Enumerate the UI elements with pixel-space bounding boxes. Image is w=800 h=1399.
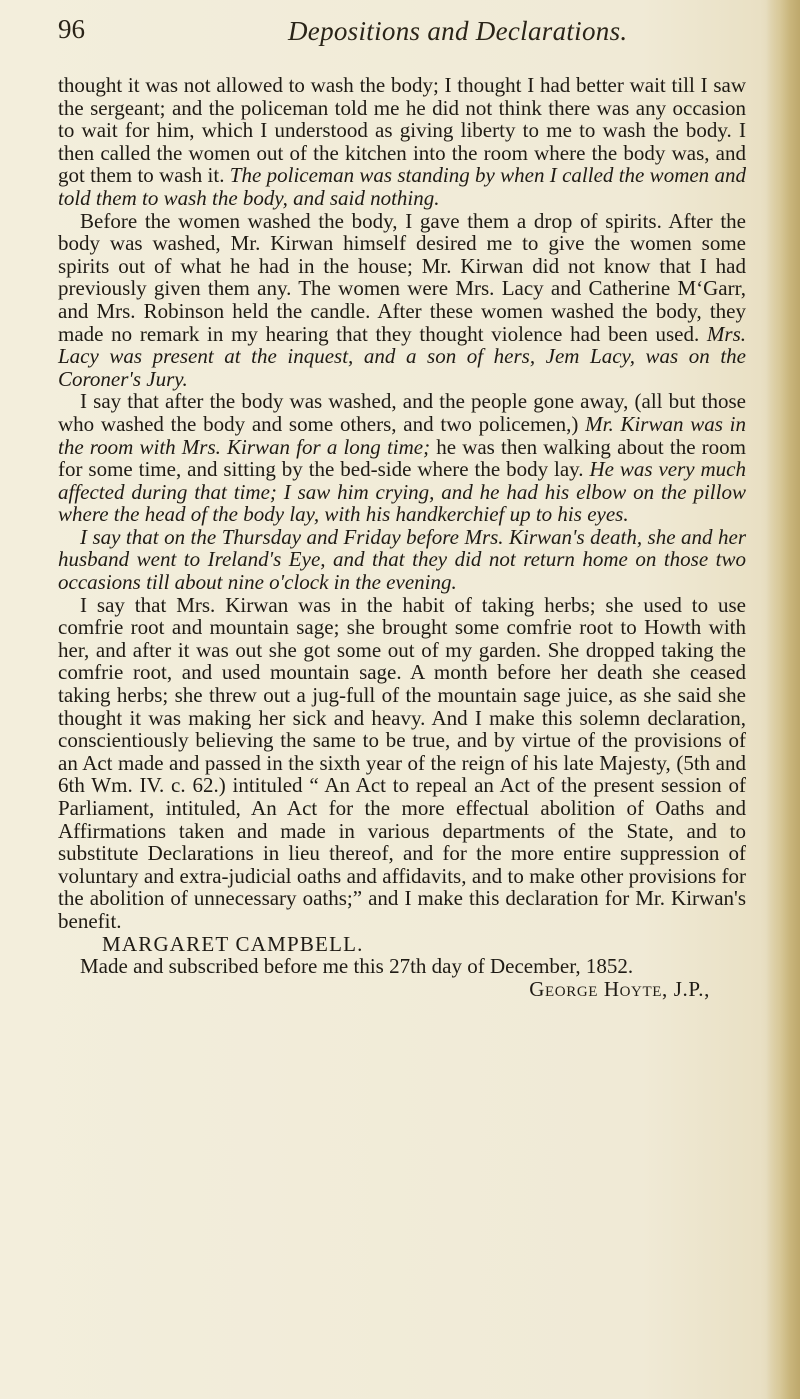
text-run: thought it was not allowed to wash the body; I thought I had better wait till I saw the sergeant; and the policeman told me he did not think there was any occasion to wait for him, which I understood as giving liberty to me to wash the body. I then called the women out of the kitchen into the room where the body was, and got them to wash it. xyxy=(58,73,746,188)
text-run: I say that Mrs. Kirwan was in the habit of taking herbs; she used to use comfrie root and mountain sage; she brought some comfrie root to Howth with her, and after it was out she got some out of my garden. She dropped taking the comfrie root, and used mountain sage. A month before her death she ceased taking herbs; she threw out a jug-full of the mountain sage juice, as she said she thought it was making her sick and heavy. And I make this solemn declaration, conscientiously believing the same to be true, and by virtue of the provisions of an Act made and passed in the sixth year of the reign of his late Majesty, (5th and 6th Wm. IV. c. 62.) intituled “ An Act to repeal an Act of the present session of Parliament, intituled, An Act for the more effectual abolition of Oaths and Affirmations taken and made in various departments of the State, and to substitute Declarations in lieu thereof, and for the more entire suppression of voluntary and extra-judicial oaths and affidavits, and to make other provisions for the abolition of unnecessary oaths;” and I make this declaration for Mr. Kirwan's benefit. xyxy=(58,592,746,933)
paragraph xyxy=(58,74,746,210)
subscription-line: Made and subscribed before me this 27th day of December, 1852. xyxy=(80,954,634,979)
text-run: he was then walking about the room for some time, and sitting by the bed-side where the body lay. xyxy=(58,434,746,482)
text-run: I say that after the body was washed, and the people gone away, (all but those who washed the body and some others, and two policemen,) xyxy=(58,389,746,436)
paragraphs xyxy=(58,74,746,933)
italic-run: I say that on the Thursday and Friday before Mrs. Kirwan's death, she and her husband went to Ireland's Eye, and that they did not return home on those two occasions till about nine o'clock in the evening. xyxy=(58,524,746,595)
paragraph xyxy=(58,210,746,391)
text-run: Before the women washed the body, I gave them a drop of spirits. After the body was washed, Mr. Kirwan himself desired me to give the women some spirits out of what he had in the house; Mr. Kirwan did not know that I had previously given them any. The women were Mrs. Lacy and Catherine M‘Garr, and Mrs. Robinson held the candle. After these women washed the body, they made no remark in my hearing that they thought violence had been used. xyxy=(58,208,746,346)
italic-run: Mr. Kirwan was in the room with Mrs. Kirwan for a long time; xyxy=(58,411,746,459)
page-number: 96 xyxy=(58,14,85,44)
signature: MARGARET CAMPBELL. xyxy=(102,931,364,956)
body-text xyxy=(58,74,746,1000)
running-title: Depositions and Declarations. xyxy=(288,16,628,46)
italic-run: The policeman was standing by when I called the women and told them to wash the body, and said nothing. xyxy=(58,163,746,210)
italic-run: He was very much affected during that time; I saw him crying, and he had his elbow on the pillow where the head of the body lay, with his handkerchief up to his eyes. xyxy=(58,457,746,527)
page-edge-shadow xyxy=(766,0,800,1399)
paragraph xyxy=(58,526,746,594)
paragraph xyxy=(58,390,746,526)
justice-signature: George Hoyte, J.P., xyxy=(529,976,710,1001)
page-header xyxy=(58,10,748,60)
italic-run: Mrs. Lacy was present at the inquest, and a son of hers, Jem Lacy, was on the Coroner's Jury. xyxy=(58,321,746,391)
paragraph xyxy=(58,594,746,933)
